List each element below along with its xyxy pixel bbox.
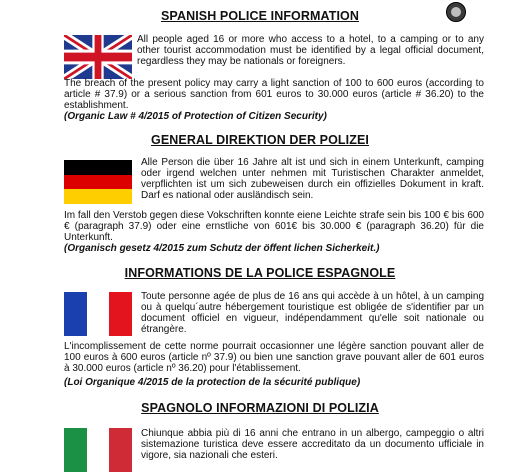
heading-italian: SPAGNOLO INFORMAZIONI DI POLIZIA <box>141 401 379 415</box>
germany-flag-icon <box>64 160 132 204</box>
german-law-reference: (Organisch gesetz 4/2015 zum Schutz der öffent lichen Sicherkeit.) <box>64 243 380 254</box>
english-text-1: All people aged 16 or more who access to a hotel, to a camping or to any other tourist accommodation must be identified by a legal official document, regardless they may be nationals or foreigners. <box>137 34 484 67</box>
french-text-1: Toute personne agée de plus de 16 ans qui accède à un hôtel, à un camping ou à quelqu´autre hébergement touristique est obligée de s'identifier par un document officiel en vigueur, indépendamment qu'elle soit nationale ou étrangère. <box>141 291 484 335</box>
heading-english: SPANISH POLICE INFORMATION <box>161 9 359 23</box>
german-text-1: Alle Person die über 16 Jahre alt ist und sich in einem Unterkunft, camping oder irgend welchen unter nehmen mit Turistischen Charakter anmeldet, verpflichten ist um sich zubeweisen durch ein offizielles Dokument in kraft. Darf es national oder ausländisch sein. <box>141 157 484 201</box>
italian-text-1: Chiunque abbia più di 16 anni che entrano in un albergo, campeggio o altri sistemazione turistica deve essere accreditato da un documento ufficiale in vigore, sia nazionali che esteri. <box>141 428 484 461</box>
uk-flag-icon <box>64 35 132 79</box>
english-text-2: The breach of the present policy may carry a light sanction of 100 to 600 euros (according to article # 37.9) or a serious sanction from 601 euros to 30.000 euros (article # 36.20) to the establishment. <box>64 78 484 111</box>
italy-flag-icon <box>64 428 132 472</box>
german-text-2: Im fall den Verstob gegen diese Vokschriften konnte eiene Leichte strafe sein bis 100 € bis 600 € (paragraph 37.9) oder eine ernstliche von 601€ bis 30.000 € (paragraph 36.20) für die Unterkunft. <box>64 210 484 243</box>
heading-french: INFORMATIONS DE LA POLICE ESPAGNOLE <box>124 266 396 280</box>
french-law-reference: (Loi Organique 4/2015 de la protection de la sécurité publique) <box>64 377 361 388</box>
heading-german: GENERAL DIREKTION DER POLIZEI <box>151 133 369 147</box>
france-flag-icon <box>64 292 132 336</box>
french-text-2: L'incomplissement de cette norme pourrait occasionner une légère sanction pouvant aller de 100 euros à 600 euros (article nº 37.9) ou bien une sanction grave pouvant aller de 601 euros à 30.000 euros (article nº 36.20) pour l'établissement. <box>64 341 484 374</box>
english-law-reference: (Organic Law # 4/2015 of Protection of Citizen Security) <box>64 111 327 122</box>
